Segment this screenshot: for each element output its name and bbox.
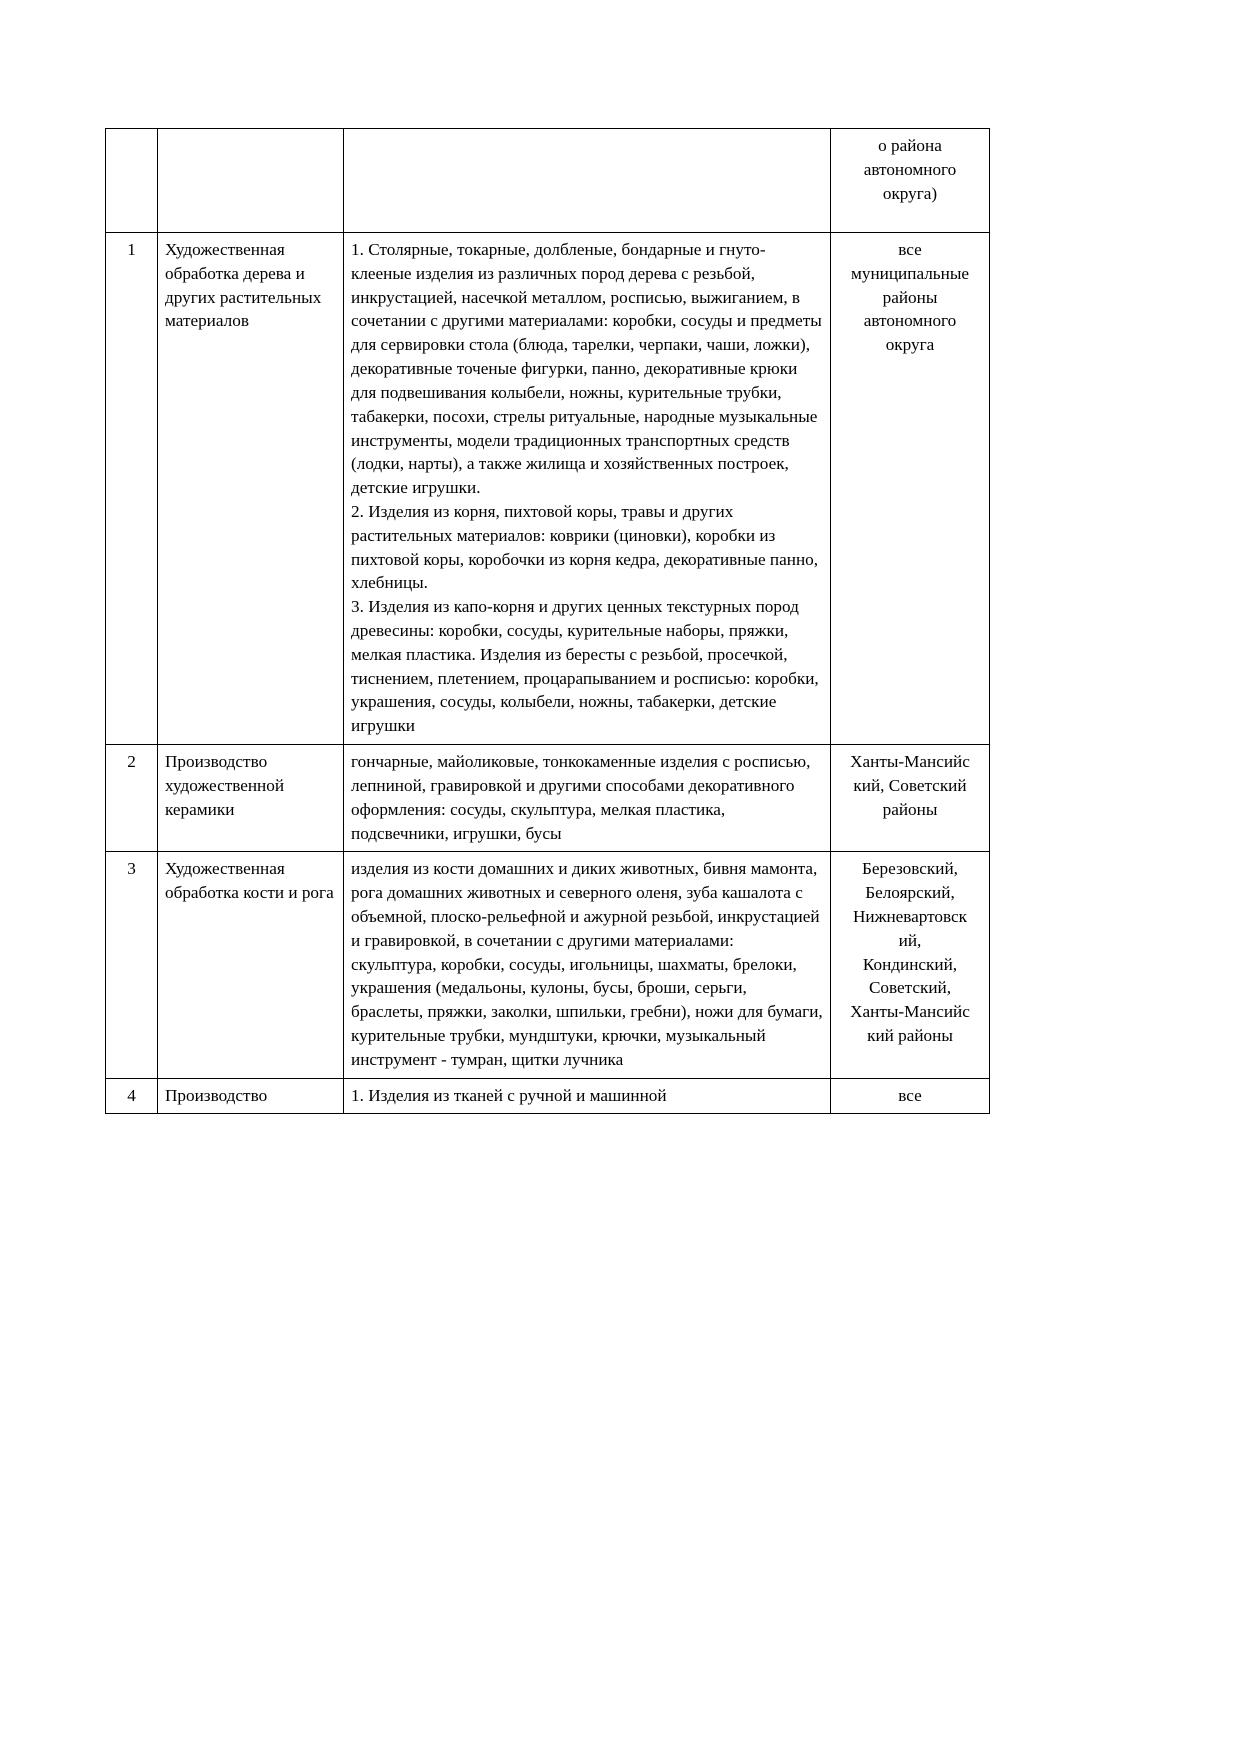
crafts-table (105, 128, 990, 1114)
row-region (831, 1078, 990, 1114)
table-row (106, 852, 990, 1078)
region-line: Нижневартовск (852, 906, 968, 926)
table-row (106, 745, 990, 852)
row-number: 3 (106, 852, 158, 1078)
row-description (344, 1078, 831, 1114)
row-number: 1 (106, 233, 158, 745)
header-cell-number (106, 129, 158, 233)
header-region-line: автономного (863, 159, 957, 179)
region-line: районы (882, 799, 938, 819)
region-line: районы (882, 287, 938, 307)
header-cell-name (158, 129, 344, 233)
region-line: Ханты-Мансийс (850, 752, 970, 772)
region-line: Кондинский, (862, 954, 958, 974)
row-region (831, 233, 990, 745)
description-paragraph: 1. Столярные, токарные, долбленые, бондарные и гнуто-клееные изделия из различных пород дерева с резьбой, инкрустацией, насечкой металлом, росписью, выжиганием, в сочетании с другими материалами: коробки, сосуды и предметы для сервировки стола (блюда, тарелки, черпаки, чаши, ложки), декоративные точеные фигурки, панно, декоративные крюки для подвешивания колыбели, ножны, курительные трубки, табакерки, посохи, стрелы ритуальные, народные музыкальные инструменты, модели традиционных транспортных средств (лодки, нарты), а также жилища и хозяйственных построек, детские игрушки. (351, 240, 822, 498)
table-row (106, 233, 990, 745)
description-paragraph: гончарные, майоликовые, тонкокаменные изделия с росписью, лепниной, гравировкой и другими способами декоративного оформления: сосуды, скульптура, мелкая пластика, подсвечники, игрушки, бусы (351, 752, 811, 843)
region-line: все (898, 1085, 922, 1105)
region-line: Березовский, (862, 859, 958, 879)
row-craft-name: Производство (158, 1078, 344, 1114)
row-region (831, 852, 990, 1078)
header-region-line: округа) (882, 183, 938, 203)
region-line: автономного (863, 311, 957, 331)
table-header-row (106, 129, 990, 233)
row-region (831, 745, 990, 852)
region-line: муниципальные (850, 263, 970, 283)
header-cell-description (344, 129, 831, 233)
row-craft-name: Художественная обработка кости и рога (158, 852, 344, 1078)
description-paragraph: 3. Изделия из капо-корня и других ценных текстурных пород древесины: коробки, сосуды, курительные наборы, пряжки, мелкая пластика. Изделия из бересты с резьбой, просечкой, тиснением, плетением, процарапыванием и росписью: коробки, украшения, сосуды, колыбели, ножны, табакерки, детские игрушки (351, 597, 819, 736)
region-line: кий, Советский (853, 775, 967, 795)
row-description (344, 852, 831, 1078)
row-number: 2 (106, 745, 158, 852)
row-craft-name: Художественная обработка дерева и других растительных материалов (158, 233, 344, 745)
description-paragraph: 1. Изделия из тканей с ручной и машинной (351, 1085, 667, 1105)
table-row (106, 1078, 990, 1114)
row-description (344, 233, 831, 745)
region-line: Ханты-Мансийс (850, 1002, 970, 1022)
region-line: Советский, (868, 978, 952, 998)
description-paragraph: 2. Изделия из корня, пихтовой коры, травы и других растительных материалов: коврики (циновки), коробки из пихтовой коры, коробочки из корня кедра, декоративные панно, хлебницы. (351, 501, 819, 593)
header-region-line: о района (878, 136, 942, 155)
row-craft-name: Производство художественной керамики (158, 745, 344, 852)
row-number: 4 (106, 1078, 158, 1114)
region-line: Белоярский, (865, 883, 955, 903)
row-description (344, 745, 831, 852)
header-cell-region (831, 129, 990, 233)
region-line: все (898, 240, 922, 259)
description-paragraph: изделия из кости домашних и диких животных, бивня мамонта, рога домашних животных и северного оленя, зуба кашалота с объемной, плоско-рельефной и ажурной резьбой, инкрустацией и гравировкой, в сочетании с другими материалами: скульптура, коробки, сосуды, игольницы, шахматы, брелоки, украшения (медальоны, кулоны, бусы, броши, серьги, браслеты, пряжки, заколки, шпильки, гребни), ножи для бумаги, курительные трубки, мундштуки, крючки, музыкальный инструмент - тумран, щитки лучника (351, 859, 823, 1069)
region-line: кий районы (867, 1026, 953, 1045)
region-line: округа (885, 335, 935, 355)
region-line: ий, (898, 930, 922, 950)
